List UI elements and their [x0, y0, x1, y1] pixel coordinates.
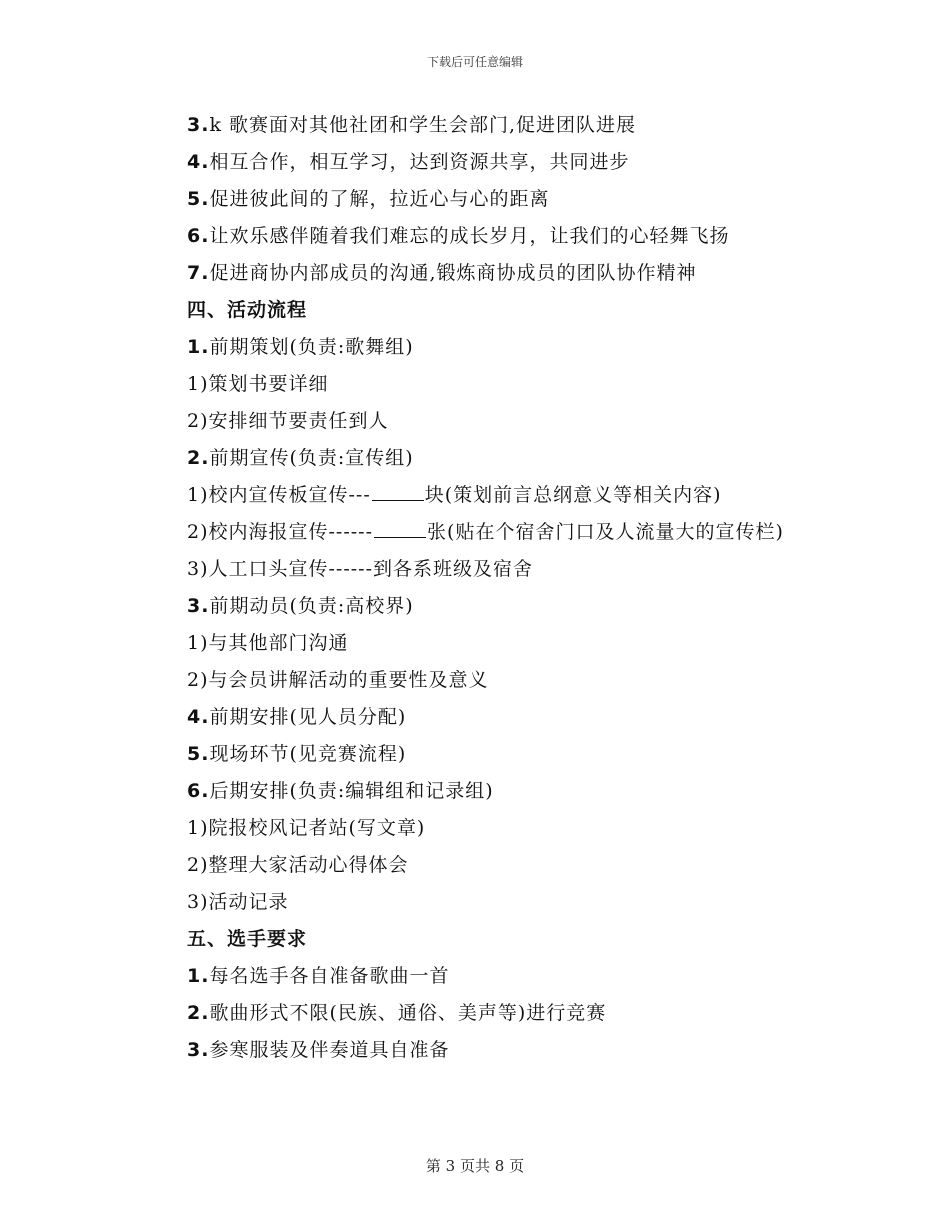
item-number: 5.: [187, 743, 210, 765]
sub-item: [143, 847, 813, 884]
list-item: [143, 995, 813, 1032]
item-text: 前期安排(见人员分配): [209, 706, 407, 728]
list-item: [143, 144, 813, 181]
item-number: 5.: [187, 188, 210, 210]
sub-item: [143, 662, 813, 699]
list-item: [143, 440, 813, 477]
sub-item: [143, 477, 813, 514]
item-text-after-blank: 块(策划前言总纲意义等相关内容): [424, 484, 722, 506]
item-number: 4.: [187, 151, 210, 173]
item-text: 2)安排细节要责任到人: [187, 410, 389, 432]
item-number: 7.: [187, 262, 210, 284]
list-item: [143, 218, 813, 255]
item-number: 1.: [187, 965, 210, 987]
item-text-before-blank: 1)校内宣传板宣传---: [187, 484, 371, 506]
item-text: 前期宣传(负责:宣传组): [209, 447, 414, 469]
item-text: 后期安排(负责:编辑组和记录组): [209, 780, 494, 802]
item-number: 6.: [187, 225, 210, 247]
item-number: 3.: [187, 114, 210, 136]
item-text: 前期动员(负责:高校界): [209, 595, 414, 617]
header-note: 下载后可任意编辑: [426, 55, 523, 69]
list-item: [143, 773, 813, 810]
item-text: 每名选手各自准备歌曲一首: [209, 965, 450, 987]
item-text: 促进商协内部成员的沟通,锻炼商协成员的团队协作精神: [209, 262, 697, 284]
item-text: 参寒服装及伴奏道具自准备: [209, 1039, 450, 1061]
item-number: 1.: [187, 336, 210, 358]
sub-item: [143, 625, 813, 662]
list-item: [143, 699, 813, 736]
sub-item: [143, 514, 813, 551]
item-text: 前期策划(负责:歌舞组): [209, 336, 414, 358]
item-number: 4.: [187, 706, 210, 728]
item-text: 1)策划书要详细: [187, 373, 329, 395]
list-item: [143, 181, 813, 218]
section-heading: 四、活动流程: [187, 299, 308, 321]
item-text: 2)与会员讲解活动的重要性及意义: [187, 669, 489, 691]
item-text: 让欢乐感伴随着我们难忘的成长岁月，让我们的心轻舞飞扬: [209, 225, 730, 247]
list-item: [143, 958, 813, 995]
item-text: 1)院报校风记者站(写文章): [187, 817, 426, 839]
item-text: 相互合作，相互学习，达到资源共享，共同进步: [209, 151, 630, 173]
section-heading: 五、选手要求: [187, 928, 308, 950]
fill-blank: [372, 482, 424, 501]
list-item: [143, 107, 813, 144]
item-text: 现场环节(见竞赛流程): [209, 743, 407, 765]
list-item: [143, 588, 813, 625]
sub-item: [143, 884, 813, 921]
sub-item: [143, 551, 813, 588]
fill-blank: [374, 519, 426, 538]
sub-item: [143, 810, 813, 847]
item-text: 1)与其他部门沟通: [187, 632, 349, 654]
item-text: 2)整理大家活动心得体会: [187, 854, 409, 876]
item-text: 促进彼此间的了解，拉近心与心的距离: [209, 188, 550, 210]
item-number: 3.: [187, 595, 210, 617]
list-item: [143, 736, 813, 773]
item-text: 歌曲形式不限(民族、通俗、美声等)进行竞赛: [209, 1002, 607, 1024]
item-number: 2.: [187, 1002, 210, 1024]
item-text: 3)人工口头宣传------到各系班级及宿舍: [187, 558, 534, 580]
page-footer: 第 3 页共 8 页: [425, 1157, 525, 1175]
list-item: [143, 329, 813, 366]
item-text: 3)活动记录: [187, 891, 289, 913]
list-item: [143, 255, 813, 292]
sub-item: [143, 366, 813, 403]
item-number: 6.: [187, 780, 210, 802]
document-body: [143, 107, 813, 1069]
item-number: 3.: [187, 1039, 210, 1061]
item-text-after-blank: 张(贴在个宿舍门口及人流量大的宣传栏): [427, 521, 784, 543]
item-text: k 歌赛面对其他社团和学生会部门,促进团队进展: [209, 114, 637, 136]
list-item: [143, 1032, 813, 1069]
sub-item: [143, 403, 813, 440]
item-text-before-blank: 2)校内海报宣传------: [187, 521, 374, 543]
item-number: 2.: [187, 447, 210, 469]
